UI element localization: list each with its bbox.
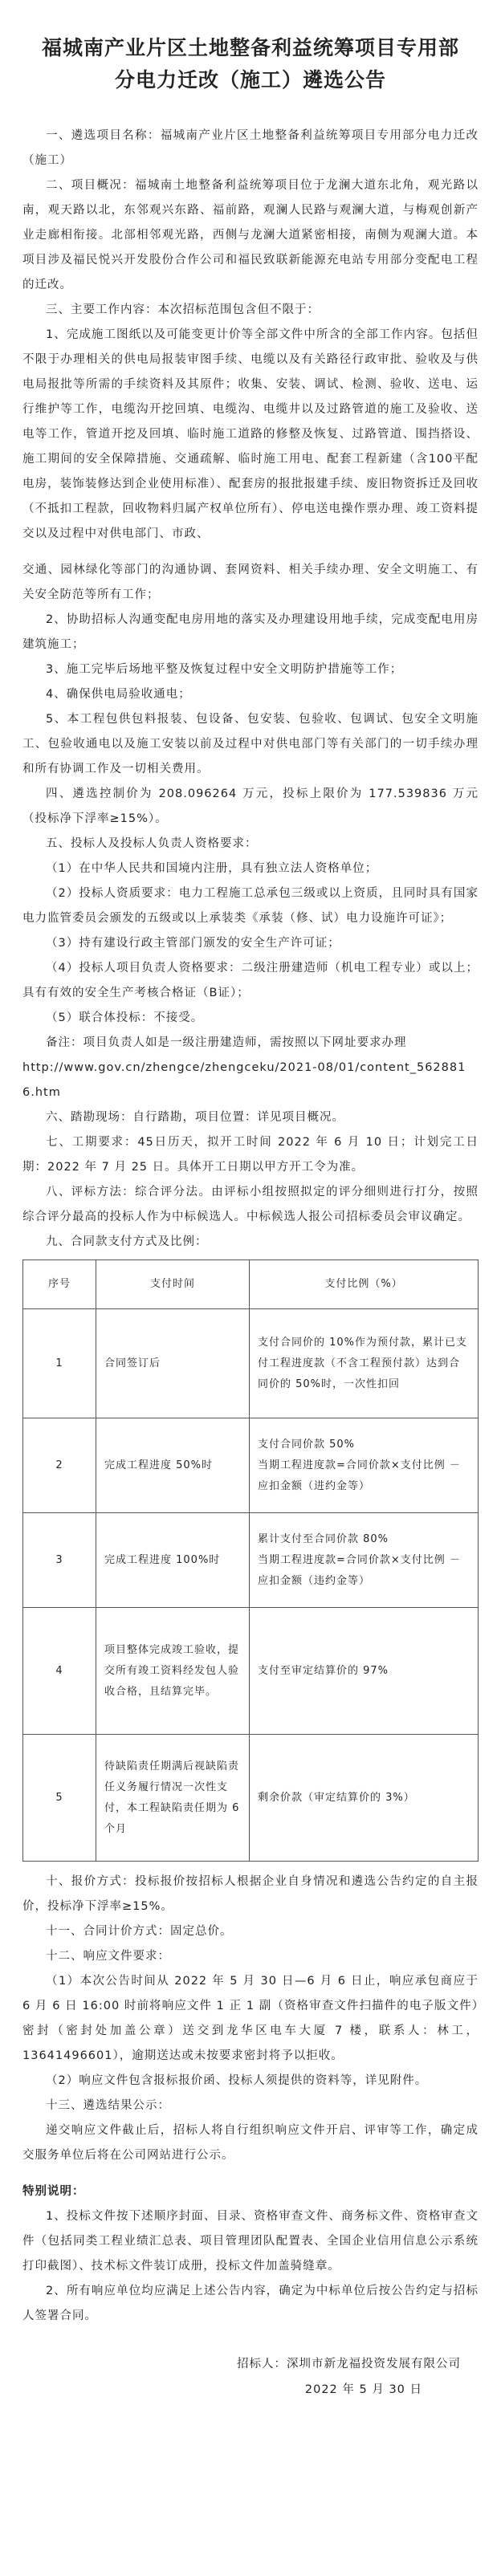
section-11-pricing: 十一、合同计价方式：固定总价。 xyxy=(46,1925,233,1938)
header-time: 支付时间 xyxy=(96,1260,250,1309)
table-row xyxy=(23,1418,479,1513)
spacer xyxy=(22,547,479,558)
section-6-site-visit: 六、踏勘现场：自行踏勘，项目位置：详见项目概况。 xyxy=(46,1111,344,1124)
section-3-item-3: 3、施工完毕后场地平整及恢复过程中安全文明防护措施等工作； xyxy=(46,663,403,676)
regulation-link[interactable]: http://www.gov.cn/zhengce/zhengceku/2021-08/01/content_5628816.htm xyxy=(22,1061,466,1099)
section-5-item-4: （4）投标人项目负责人资格要求：二级注册建造师（机电工程专业）或以上；具有有效的安全生产考核合格证（B证）； xyxy=(22,962,479,999)
cell-time: 待缺陷责任期满后视缺陷责任义务履行情况一次性支付，本工程缺陷责任期为 6 个月 xyxy=(96,1735,250,1862)
section-12-heading: 十二、响应文件要求： xyxy=(46,1950,170,1963)
section-10-quotation: 十、报价方式：投标报价按招标人根据企业自身情况和遴选公告约定的自主报价，投标净下浮率≥15%。 xyxy=(22,1875,479,1913)
special-note-1: 1、投标文件按下述顺序封面、目录、资格审查文件、商务标文件、资格审查文件（包括同类工程业绩汇总表、项目管理团队配置表、全国企业信用信息公示系统打印截图）、技术标文件装订成册，投标文件加盖骑缝章。 xyxy=(22,2210,479,2273)
cell-no: 2 xyxy=(23,1418,96,1513)
section-7-schedule: 七、工期要求：45日历天，拟开工时间 2022 年 6 月 10 日；计划完工日期：2022 年 7 月 25 日。具体开工日期以甲方开工令为准。 xyxy=(22,1136,479,1174)
cell-no: 3 xyxy=(23,1513,96,1608)
cell-ratio: 支付合同价款 50% 当期工程进度款=合同价款×支付比例 － 应扣金额（进约金等） xyxy=(250,1418,479,1513)
cell-ratio: 累计支付至合同价款 80% 当期工程进度款=合同价款×支付比例 － 应扣金额（违约金等） xyxy=(250,1513,479,1608)
table-row xyxy=(23,1608,479,1735)
section-1-project-name: 一、遴选项目名称：福城南产业片区土地整备利益统筹项目专用部分电力迁改（施工） xyxy=(22,129,479,167)
table-row xyxy=(23,1513,479,1608)
signer: 招标人：深圳市新龙福投资发展有限公司 xyxy=(237,2358,461,2370)
section-3-heading: 三、主要工作内容：本次招标范围包含但不限于： xyxy=(46,303,320,316)
section-9-payment-heading: 九、合同款支付方式及比例： xyxy=(46,1235,208,1248)
section-3-item-5: 5、本工程包供包料报装、包设备、包安装、包验收、包调试、包安全文明施工、包验收通电以及施工安装以前及过程中对供电部门等有关部门的一切手续办理和所有协调工作及一切相关费用。 xyxy=(22,713,479,775)
header-ratio: 支付比例（%） xyxy=(250,1260,479,1309)
section-13-body: 递交响应文件截止后，招标人将自行组织响应文件开启、评审等工作，确定成交服务单位后将在公司网站进行公示。 xyxy=(22,2124,479,2162)
section-3-item-2: 2、协助招标人沟通变配电房用地的落实及办理建设用地手续，完成变配电用房建筑施工； xyxy=(22,613,479,651)
section-5-item-5: （5）联合体投标：不接受。 xyxy=(46,1011,204,1024)
section-5-note: 备注：项目负责人如是一级注册建造师，需按照以下网址要求办理 xyxy=(46,1036,407,1049)
table-row xyxy=(23,1309,479,1418)
section-8-evaluation: 八、评标方法：综合评分法。由评标小组按照拟定的评分细则进行打分，按照综合评分最高的投标人作为中标候选人。中标候选人报公司招标委员会审议确定。 xyxy=(22,1186,479,1223)
section-5-item-1: （1）在中华人民共和国境内注册，具有独立法人资格单位； xyxy=(46,862,378,875)
special-notes-heading: 特别说明： xyxy=(22,2185,85,2198)
table-header-row xyxy=(23,1260,479,1309)
table-row xyxy=(23,1735,479,1862)
cell-ratio: 剩余价款（审定结算价的 3%） xyxy=(250,1735,479,1862)
cell-no: 4 xyxy=(23,1608,96,1735)
section-4-control-price: 四、遴选控制价为 208.096264 万元，投标上限价为 177.539836 万元（投标净下浮率≥15%）。 xyxy=(22,787,479,825)
special-note-2: 2、所有响应单位均应满足上述公告内容，确定为中标单位后按公告约定与招标人签署合同。 xyxy=(22,2285,479,2322)
section-3-item-4: 4、确保供电局验收通电； xyxy=(46,688,191,701)
cell-time: 完成工程进度 100%时 xyxy=(96,1513,250,1608)
section-5-item-2: （2）投标人资质要求：电力工程施工总承包三级或以上资质，且同时具有国家电力监管委员会颁发的五级或以上承装类《承装（修、试）电力设施许可证》； xyxy=(22,887,479,925)
cell-ratio: 支付至审定结算价的 97% xyxy=(250,1608,479,1735)
section-2-project-overview: 二、项目概况：福城南土地整备利益统筹项目位于龙澜大道东北角，观光路以南，观天路以北，东邻观兴东路、福前路，观澜人民路与观澜大道，与梅观创新产业走廊相衔接。北部相邻观光路，西侧与龙澜大道紧密相接，南侧为观澜大道。本项目涉及福民悦兴开发股份合作公司和福民致联新能源充电站专用部分变配电工程的迁改。 xyxy=(22,179,479,291)
cell-time: 合同签订后 xyxy=(96,1309,250,1418)
header-no: 序号 xyxy=(23,1260,96,1309)
section-13-heading: 十三、遴选结果公示： xyxy=(46,2099,170,2112)
section-5-item-3: （3）持有建设行政主管部门颁发的安全生产许可证； xyxy=(46,937,340,950)
section-12-item-1: （1）本次公告时间从 2022 年 5 月 30 日—6 月 6 日止，响应承包商应于 6 月 6 日 16:00 时前将响应文件 1 正 1 副（资格审查文件扫描件的电子版文件）密封（密封处加盖公章）送交到龙华区电车大厦 7 楼，联系人：林工，13641496601），逾期送达或未按要求密封将予以拒收。 xyxy=(22,1975,479,2062)
section-3-item-1: 1、完成施工图纸以及可能变更计价等全部文件中所含的全部工作内容。包括但不限于办理相关的供电局报装审图手续、电缆以及有关路径行政审批、验收及与供电局报批等所需的手续资料及其原件；收集、安装、调试、检测、验收、送电、运行维护等工作，电缆沟开挖回填、电缆沟、电缆井以及过路管道的施工及验收、送电等工作，管道开挖及回填、临时施工道路的修整及恢复、过路管道、围挡搭设、施工期间的安全保障措施、交通疏解、临时施工用电、配套工程新建（含100平配电房，装饰装修达到企业使用标准）、配套房的报批报建手续、废旧物资拆迁及回收（不抵扣工程款，回收物料归属产权单位所有）、停电送电操作票办理、竣工资料提交以及过程中对供电部门、市政、 xyxy=(22,328,479,540)
section-3-item-1-continued: 交通、园林绿化等部门的沟通协调、套网资料、相关手续办理、安全文明施工、有关安全防范等所有工作； xyxy=(22,564,479,601)
spacer xyxy=(22,2329,479,2351)
cell-no: 1 xyxy=(23,1309,96,1418)
cell-time: 完成工程进度 50%时 xyxy=(96,1418,250,1513)
cell-time: 项目整体完成竣工验收，提交所有竣工资料经发包人验收合格，且结算完毕。 xyxy=(96,1608,250,1735)
page-title: 福城南产业片区土地整备利益统筹项目专用部分电力迁改（施工）遴选公告 xyxy=(41,36,459,92)
section-12-item-2: （2）响应文件包含报标报价函、投标人须提供的资料等，详见附件。 xyxy=(46,2074,428,2087)
section-5-heading: 五、投标人及投标人负责人资格要求： xyxy=(46,837,258,850)
cell-ratio: 支付合同价的 10%作为预付款，累计已支付工程进度款（不含工程预付款）达到合同价的 50%时，一次性扣回 xyxy=(250,1309,479,1418)
spacer xyxy=(22,2168,479,2179)
sign-date: 2022 年 5 月 30 日 xyxy=(304,2383,422,2396)
payment-table xyxy=(22,1260,479,1862)
cell-no: 5 xyxy=(23,1735,96,1862)
